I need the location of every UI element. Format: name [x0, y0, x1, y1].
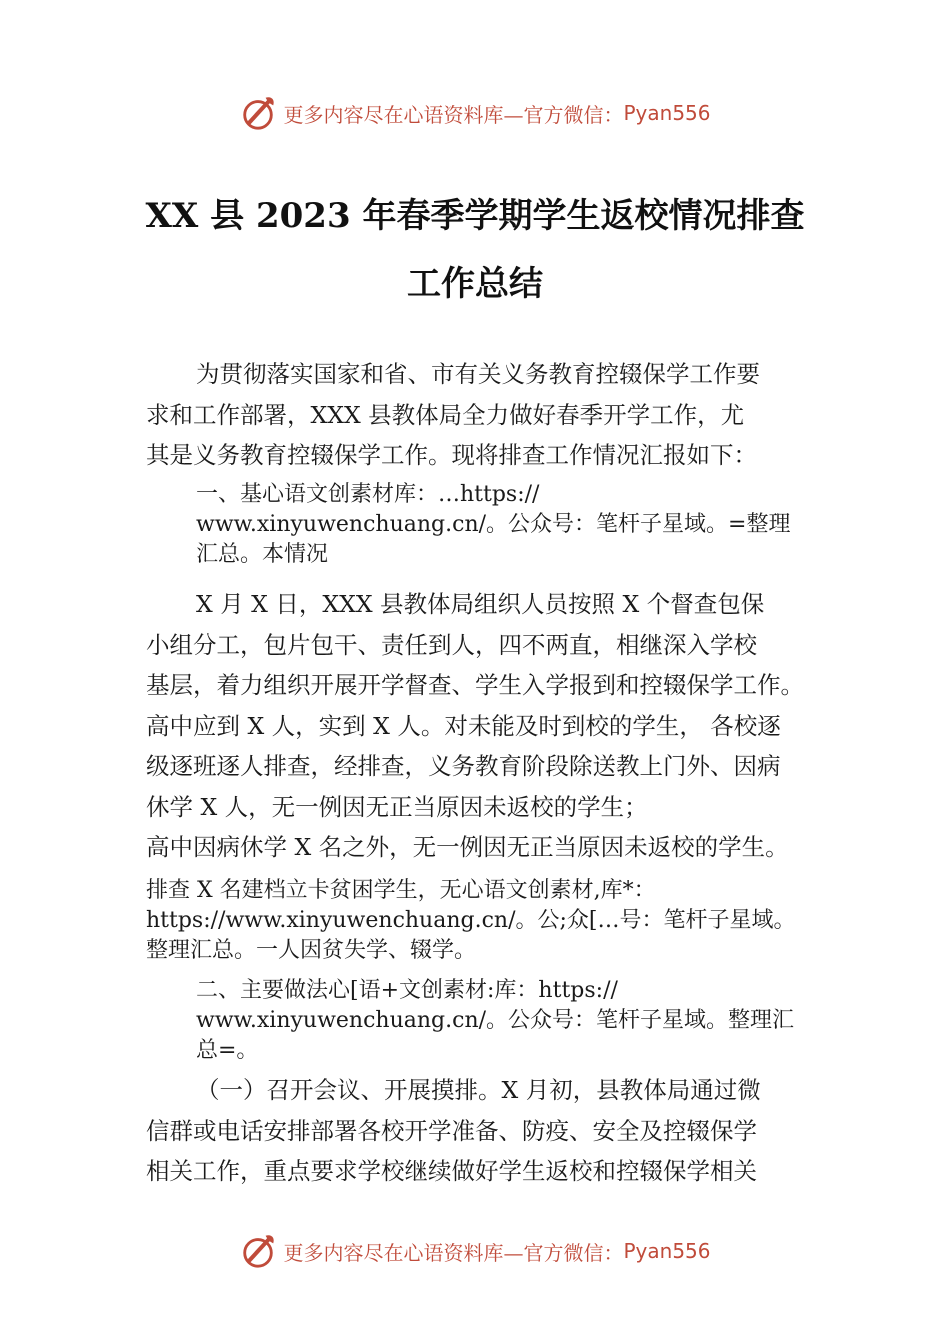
paragraph-intro: [146, 354, 866, 476]
text-line: 为贯彻落实国家和省、市有关义务教育控辍保学工作要: [196, 360, 760, 388]
text-line: X 月 X 日，XXX 县教体局组织人员按照 X 个督查包保: [196, 590, 765, 618]
section-heading-2: [196, 976, 916, 1066]
banner-text: 更多内容尽在心语资料库—官方微信：: [283, 1240, 624, 1265]
banner-text: 更多内容尽在心语资料库—官方微信：: [283, 102, 624, 127]
text-line: 高中应到 X 人，实到 X 人。对未能及时到校的学生， 各校逐: [146, 711, 781, 740]
text-line: www.xinyuwenchuang.cn/。公众号：笔杆子星域。整理汇: [196, 1008, 795, 1033]
text-line: 相关工作，重点要求学校继续做好学生返校和控辍保学相关: [146, 1157, 757, 1185]
section-heading-1: [196, 480, 916, 570]
text-line: 二、主要做法心[语+文创素材:库：https://: [196, 978, 618, 1003]
text-line: 整理汇总。一人因贫失学、辍学。: [146, 938, 477, 963]
text-line: 求和工作部署，XXX 县教体局全力做好春季开学工作，尤: [146, 400, 745, 429]
text-line: 信群或电话安排部署各校开学准备、防疫、安全及控辍保学: [146, 1116, 757, 1145]
paragraph-meetings: [146, 1070, 866, 1192]
banner-handle: Pyan556: [623, 1239, 711, 1263]
banner-handle: Pyan556: [623, 101, 711, 125]
text-line: 排查 X 名建档立卡贫困学生，无心语文创素材,库*：: [146, 878, 656, 903]
quill-logo-icon: [239, 94, 277, 132]
text-line: 级逐班逐人排查，经排查，义务教育阶段除送教上门外、因病: [146, 752, 781, 780]
paragraph-poverty-check: [146, 876, 866, 966]
text-line: 小组分工，包片包干、责任到人，四不两直，相继深入学校: [146, 630, 757, 659]
paragraph-situation: [146, 584, 866, 868]
footer-banner: [0, 1232, 950, 1270]
text-line: （一）召开会议、开展摸排。X 月初，县教体局通过微: [196, 1076, 761, 1104]
doc-title-line-1: XX 县 2023 年春季学期学生返校情况排查: [145, 196, 805, 236]
text-line: www.xinyuwenchuang.cn/。公众号：笔杆子星域。=整理: [196, 512, 791, 537]
header-banner: [0, 94, 950, 132]
text-line: 汇总。本情况: [196, 542, 329, 567]
text-line: 其是义务教育控辍保学工作。现将排查工作情况汇报如下：: [146, 441, 757, 469]
doc-title-line-2: 工作总结: [407, 264, 543, 304]
quill-logo-icon: [239, 1232, 277, 1270]
text-line: 休学 X 人，无一例因无正当原因未返校的学生；: [146, 792, 648, 821]
text-line: https://www.xinyuwenchuang.cn/。公;众[…号：笔杆子星域。: [146, 908, 796, 933]
text-line: 高中因病休学 X 名之外，无一例因无正当原因未返校的学生。: [146, 833, 789, 861]
text-line: 基层，着力组织开展开学督查、学生入学报到和控辍保学工作。: [146, 671, 804, 699]
text-line: 总=。: [196, 1038, 259, 1063]
text-line: 一、基心语文创素材库：…https://: [196, 482, 540, 507]
